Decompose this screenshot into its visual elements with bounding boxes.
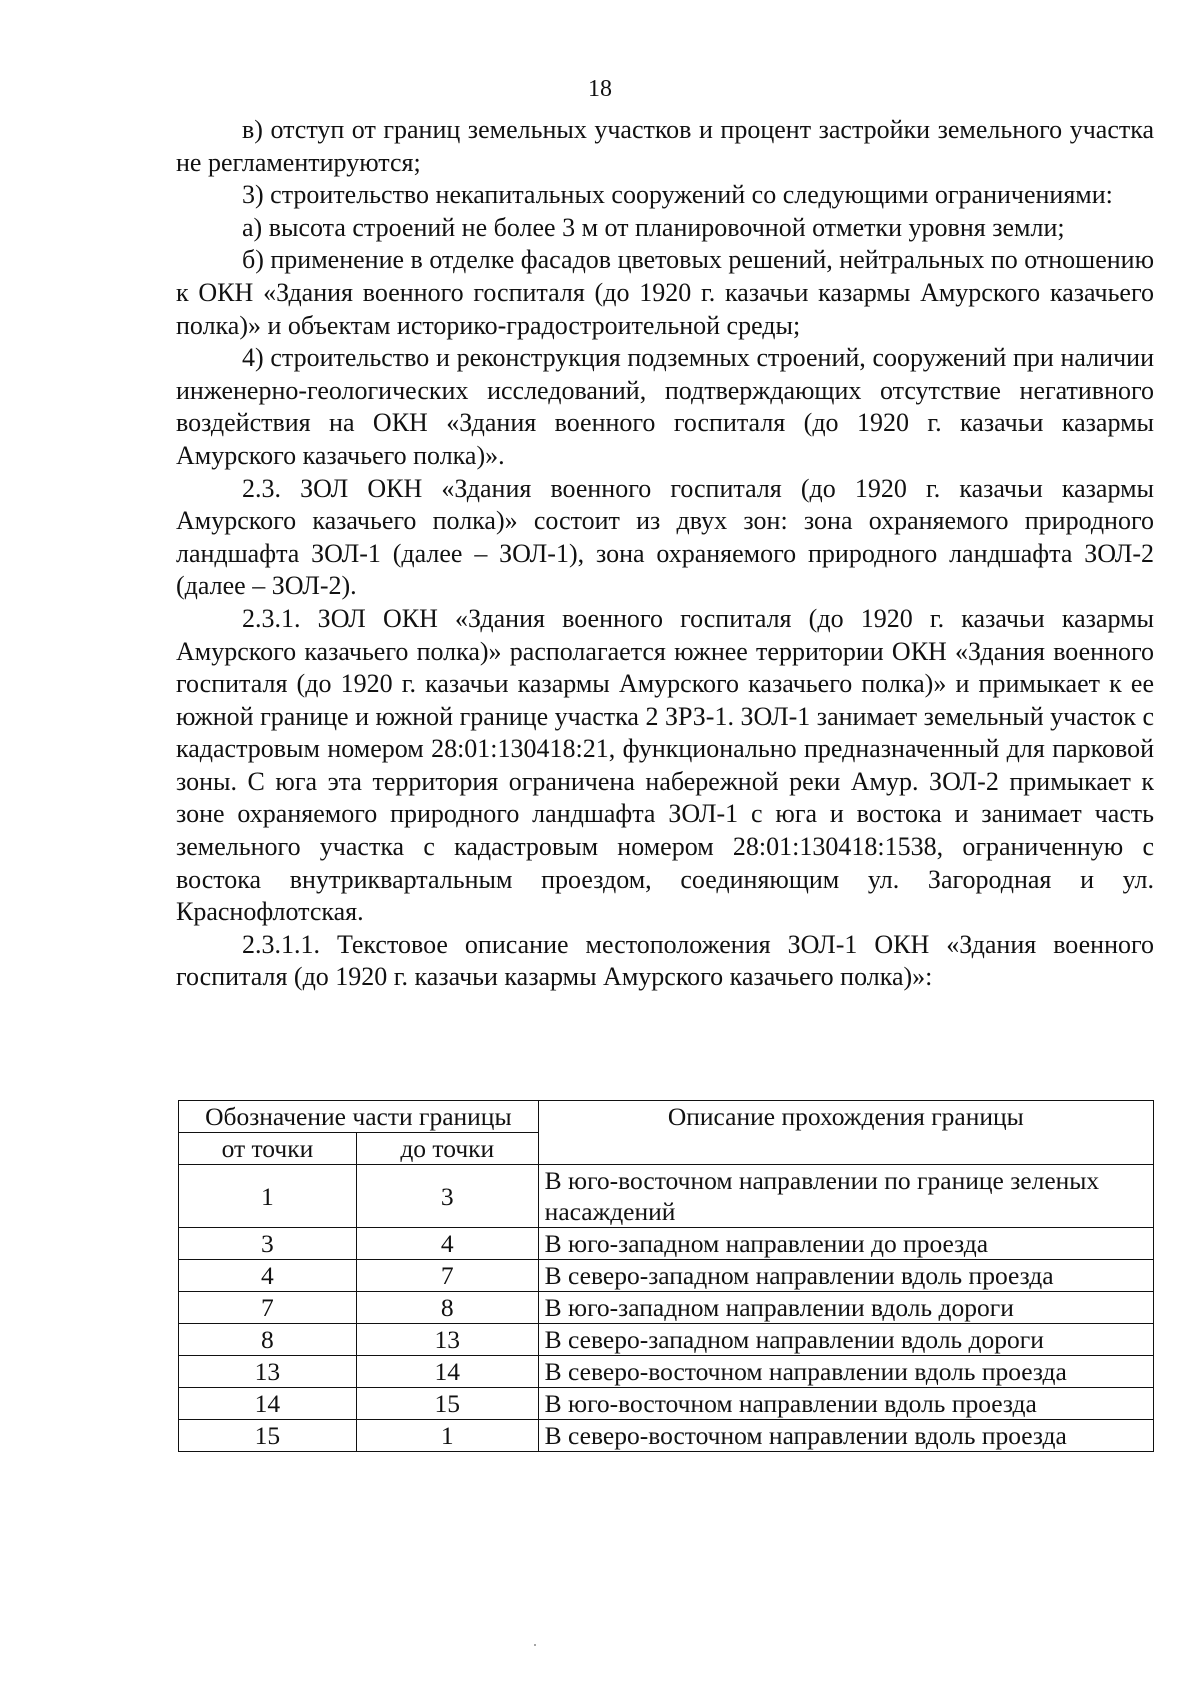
paragraph: а) высота строений не более 3 м от планировочной отметки уровня земли; — [242, 212, 1065, 242]
cell-from-point: 1 — [179, 1165, 357, 1228]
table-header-row — [179, 1101, 1154, 1133]
boundary-table — [178, 1100, 1154, 1452]
header-to-point: до точки — [356, 1133, 538, 1165]
cell-to-point: 7 — [356, 1260, 538, 1292]
paragraph: б) применение в отделке фасадов цветовых решений, нейтральных по отношению к ОКН «Здания военного госпиталя (до 1920 г. казачьи казармы Амурского казачьего полка)» и объектам историко-градостроительной среды; — [176, 245, 1154, 340]
cell-to-point: 1 — [356, 1420, 538, 1452]
paragraph: 2.3.1.1. Текстовое описание местоположения ЗОЛ-1 ОКН «Здания военного госпиталя (до 1920 г. казачьи казармы Амурского казачьего полка)»: — [176, 929, 1154, 992]
table-row — [179, 1356, 1154, 1388]
paragraph: в) отступ от границ земельных участков и процент застройки земельного участка не регламентируются; — [176, 115, 1154, 177]
header-boundary-part: Обозначение части границы — [179, 1101, 539, 1133]
header-description: Описание прохождения границы — [538, 1101, 1153, 1165]
cell-description: В северо-западном направлении вдоль проезда — [538, 1260, 1153, 1292]
table-row — [179, 1260, 1154, 1292]
cell-to-point: 14 — [356, 1356, 538, 1388]
cell-to-point: 3 — [356, 1165, 538, 1228]
table-row — [179, 1324, 1154, 1356]
table-row — [179, 1388, 1154, 1420]
cell-description: В юго-восточном направлении по границе зеленых насаждений — [538, 1165, 1153, 1228]
cell-from-point: 4 — [179, 1260, 357, 1292]
cell-from-point: 8 — [179, 1324, 357, 1356]
cell-from-point: 13 — [179, 1356, 357, 1388]
cell-to-point: 15 — [356, 1388, 538, 1420]
cell-description: В юго-западном направлении вдоль дороги — [538, 1292, 1153, 1324]
cell-description: В северо-восточном направлении вдоль проезда — [538, 1356, 1153, 1388]
paragraph: 4) строительство и реконструкция подземных строений, сооружений при наличии инженерно-геологических исследований, подтверждающих отсутствие негативного воздействия на ОКН «Здания военного госпиталя (до 1920 г. казачьи казармы Амурского казачьего полка)». — [176, 343, 1154, 470]
cell-from-point: 15 — [179, 1420, 357, 1452]
page-number: 18 — [588, 76, 612, 102]
table-row — [179, 1292, 1154, 1324]
cell-to-point: 13 — [356, 1324, 538, 1356]
cell-to-point: 4 — [356, 1228, 538, 1260]
cell-from-point: 14 — [179, 1388, 357, 1420]
paragraph: 2.3. ЗОЛ ОКН «Здания военного госпиталя (до 1920 г. казачьи казармы Амурского казачьего полка)» состоит из двух зон: зона охраняемого природного ландшафта ЗОЛ-1 (далее – ЗОЛ-1), зона охраняемого природного ландшафта ЗОЛ-2 (далее – ЗОЛ-2). — [176, 473, 1154, 601]
table-row — [179, 1420, 1154, 1452]
cell-from-point: 7 — [179, 1292, 357, 1324]
scan-speck — [534, 1644, 536, 1646]
paragraph: 2.3.1. ЗОЛ ОКН «Здания военного госпиталя (до 1920 г. казачьи казармы Амурского казачьего полка)» располагается южнее территории ОКН «Здания военного госпиталя (до 1920 г. казачьи казармы Амурского казачьего полка)» и примыкает к ее южной границе и южной границе участка 2 ЗРЗ-1. ЗОЛ-1 занимает земельный участок с кадастровым номером 28:01:130418:21, функционально предназначенный для парковой зоны. С юга эта территория ограничена набережной реки Амур. ЗОЛ-2 примыкает к зоне охраняемого природного ландшафта ЗОЛ-1 с юга и востока и занимает часть земельного участка с кадастровым номером 28:01:130418:1538, ограниченную с востока внутриквартальным проездом, соединяющим ул. Загородная и ул. Краснофлотская. — [176, 603, 1154, 927]
cell-description: В юго-западном направлении до проезда — [538, 1228, 1153, 1260]
cell-from-point: 3 — [179, 1228, 357, 1260]
body-text — [176, 114, 1154, 994]
cell-to-point: 8 — [356, 1292, 538, 1324]
paragraph: 3) строительство некапитальных сооружений со следующими ограничениями: — [242, 180, 1113, 210]
table-row — [179, 1228, 1154, 1260]
cell-description: В северо-западном направлении вдоль дороги — [538, 1324, 1153, 1356]
cell-description: В северо-восточном направлении вдоль проезда — [538, 1420, 1153, 1452]
cell-description: В юго-восточном направлении вдоль проезда — [538, 1388, 1153, 1420]
table-row — [179, 1165, 1154, 1228]
header-from-point: от точки — [179, 1133, 357, 1165]
